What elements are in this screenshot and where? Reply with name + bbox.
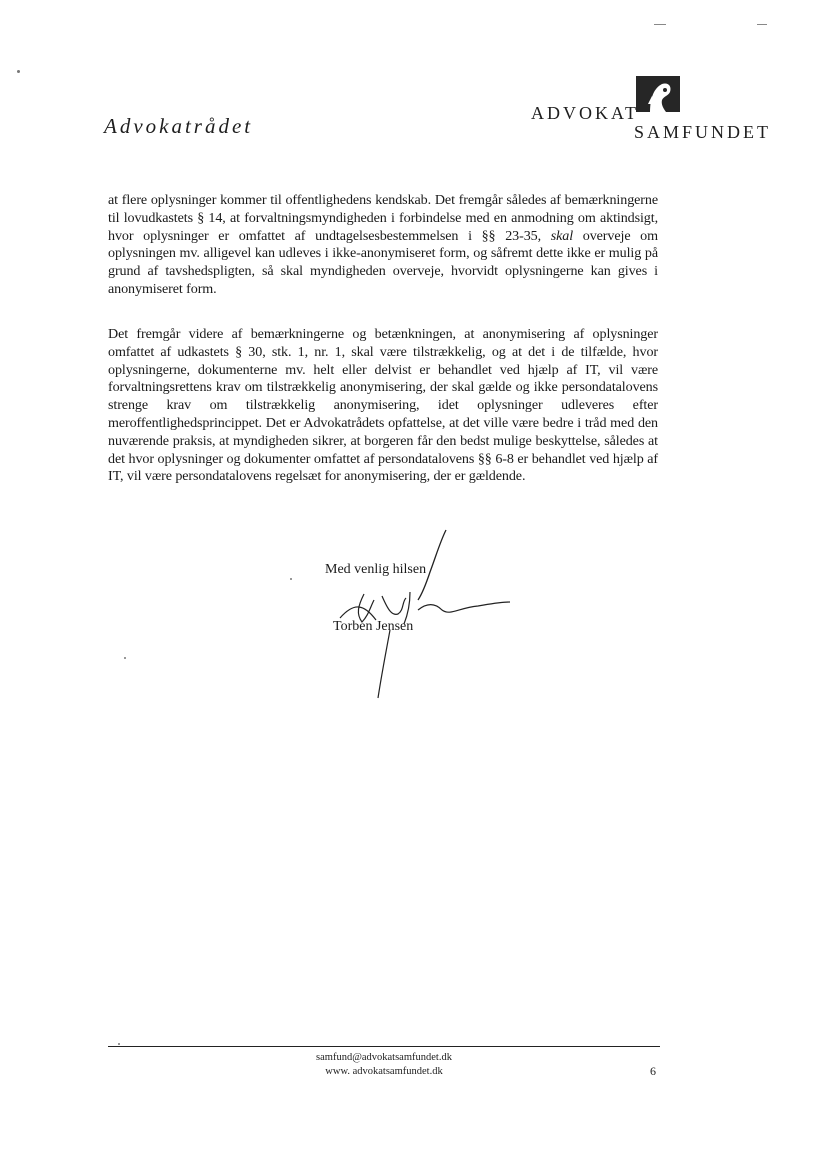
body-paragraph-2: Det fremgår videre af bemærkningerne og betænkningen, at anonymisering af oplysninger omfattet af udkastets § 30, stk. 1, nr. 1, skal være tilstrækkelig, og at det i de tilfælde, hvor oplysningerne, dokumenterne mv. helt eller delvist er behandlet ved hjælp af IT, vil være forvaltningsrettens krav om tilstrækkelig anonymisering, der skal gælde og ikke persondatalovens strenge krav om tilstrækkelig anonymisering, idet oplysninger udleveres efter meroffentlighedsprincippet. Det er Advokatrådets opfattelse, at det ville være bedre i tråd med den nuværende praksis, at myndigheden sikrer, at borgeren får den bedst mulige beskyttelse, således at det hvor oplysninger og dokumenter omfattet af persondatalovens §§ 6-8 er behandlet ved hjælp af IT, vil være persondatalovens regelsæt for anonymisering, der er gældende. xyxy=(108,326,658,485)
paragraph-1-part-b: overveje om oplysningen mv. alligevel kan udleves i ikke-anonymiseret form, og såfremt dette ikke er mulig på grund af tavshedspligten, så skal myndigheden overveje, hvorvidt oplysningerne kan gives i anonymiseret form. xyxy=(108,227,658,297)
scan-mark xyxy=(654,24,666,25)
logo-text-advokat: ADVOKAT xyxy=(531,103,639,123)
signer-name: Torben Jensen xyxy=(333,619,414,634)
advokatsamfundet-logo-icon xyxy=(636,74,684,114)
scan-speck xyxy=(124,657,126,659)
scan-speck xyxy=(118,1043,120,1045)
footer-website: www. advokatsamfundet.dk xyxy=(325,1066,443,1077)
closing-salutation: Med venlig hilsen xyxy=(325,562,427,577)
paragraph-1-part-a: at flere oplysninger kommer til offentlighedens kendskab. Det fremgår således af bemærkningerne til lovudkastets § 14, at forvaltningsmyndigheden i forbindelse med en anmodning om aktindsigt, hvor oplysninger er omfattet af undtagelsesbestemmelsen i §§ 23-35, xyxy=(108,192,658,244)
paragraph-1-emphasis: skal xyxy=(550,227,574,244)
logo-text-samfundet: SAMFUNDET xyxy=(634,122,772,142)
handwritten-signature xyxy=(318,522,518,707)
page-number: 6 xyxy=(650,1064,656,1078)
footer-email: samfund@advokatsamfundet.dk xyxy=(316,1052,452,1063)
scan-speck xyxy=(290,578,292,580)
body-paragraph-1 xyxy=(108,192,658,299)
council-title: Advokatrådet xyxy=(104,114,254,138)
footer-divider xyxy=(108,1046,660,1047)
scan-mark xyxy=(757,24,767,25)
scan-speck xyxy=(17,70,20,73)
